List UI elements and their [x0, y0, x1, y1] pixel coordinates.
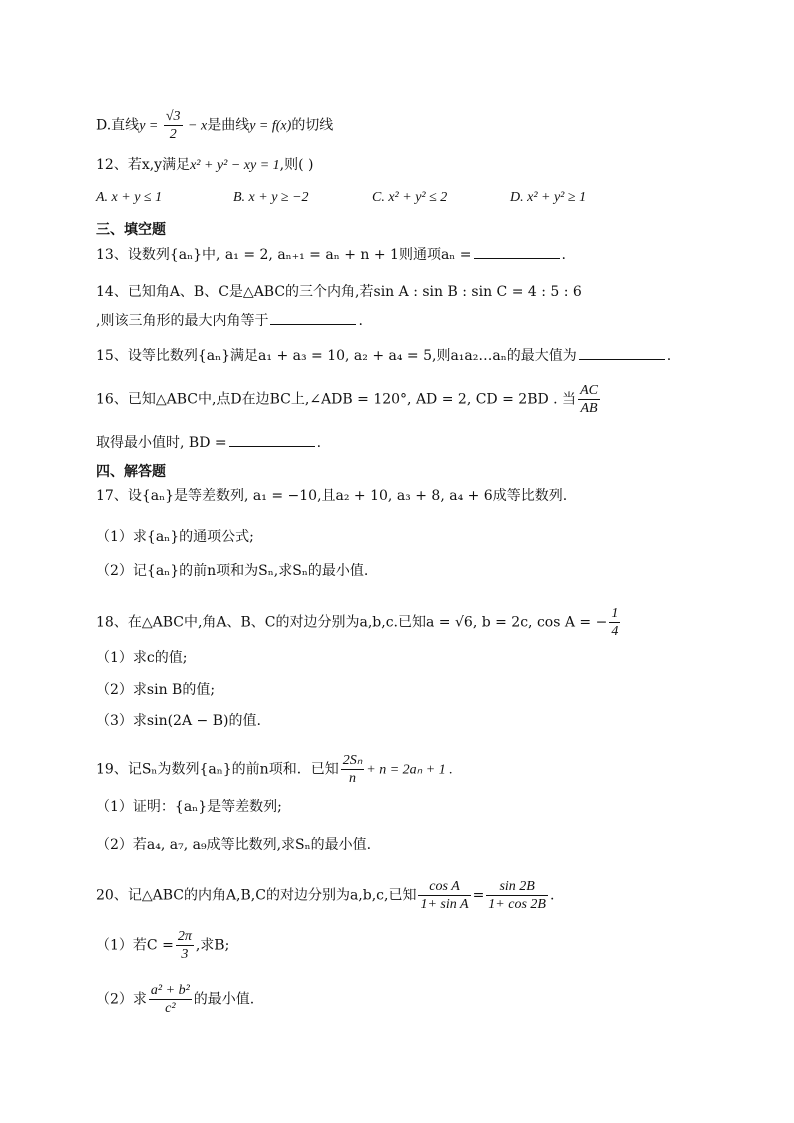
q12-option-c: C. x² + y² ≤ 2 [372, 190, 448, 205]
fraction: $\frac{√3}{2}$ [165, 109, 181, 142]
q18-part2: （2）求sin B的值; [96, 682, 216, 698]
fraction: $\frac{\text{cos A}}{\text{1+ sin A}}$ [420, 879, 469, 912]
q12-option-a: A. x + y ≤ 1 [96, 190, 163, 205]
answer-blank [229, 432, 315, 447]
q20: 20、记△ABC的内角A,B,C的对边分别为a,b,c,已知 $\frac{\text{cos A}}{\text{1+ sin A}}$ = $\frac{\sin 2B}{1+ \cos 2B}$ . [96, 879, 555, 912]
fraction: $\frac{\text{a² + b²}}{\text{c²}}$ [150, 983, 190, 1016]
q16-line2: 取得最小值时, BD = . [96, 432, 321, 453]
text: 的切线 [291, 117, 334, 134]
q17-part1: （1）求{aₙ}的通项公式; [96, 529, 254, 545]
fraction: $\frac{\sin 2B}{1+ \cos 2B}$ [488, 879, 546, 912]
text: D.直线 [96, 117, 140, 134]
answer-blank [579, 345, 665, 360]
q18: 18、在△ABC中,角A、B、C的对边分别为a,b,c.已知a = √6, b = 2c, cos A = − $\frac{1}{4}$ [96, 606, 619, 639]
fraction: $\frac{1}{4}$ [611, 606, 619, 639]
answer-blank [270, 310, 356, 325]
q16-line1: 16、已知△ABC中,点D在边BC上,∠ADB = 120°, AD = 2, CD = 2BD . 当 $\frac{AC}{AB}$ [96, 383, 598, 416]
math: − x [184, 118, 208, 134]
math: y = [139, 118, 162, 134]
q14-line2: ,则该三角形的最大内角等于 . [96, 310, 363, 331]
q15: 15、设等比数列{aₙ}满足a₁ + a₃ = 10, a₂ + a₄ = 5,则a₁a₂…aₙ的最大值为 . [96, 345, 671, 366]
q14-line1: 14、已知角A、B、C是△ABC的三个内角,若sin A : sin B : sin C = 4 : 5 : 6 [96, 284, 582, 300]
q17-part2: （2）记{aₙ}的前n项和为Sₙ,求Sₙ的最小值. [96, 563, 369, 579]
fraction: $\frac{2\pi}{3}$ [177, 929, 192, 962]
q12-stem: 12、若x,y满足x² + y² − xy = 1,则( ) [96, 157, 314, 173]
q12-option-d: D. x² + y² ≥ 1 [510, 190, 587, 205]
q19: 19、记Sₙ为数列{aₙ}的前n项和．已知 $\frac{\text{2Sₙ}}{n}$ + n = 2aₙ + 1 . [96, 753, 453, 786]
q19-part2: （2）若a₄, a₇, a₉成等比数列,求Sₙ的最小值. [96, 837, 372, 853]
section-heading-solutions: 四、解答题 [96, 464, 166, 480]
fraction: $\frac{AC}{AB}$ [580, 383, 598, 416]
q19-part1: （1）证明：{aₙ}是等差数列; [96, 799, 282, 815]
q18-part1: （1）求c的值; [96, 650, 188, 666]
section-heading-fill-in: 三、填空题 [96, 222, 166, 238]
q20-part2: （2）求 $\frac{\text{a² + b²}}{\text{c²}}$ 的最小值. [96, 983, 255, 1016]
q12-option-b: B. x + y ≥ −2 [233, 190, 309, 205]
text: 是曲线 [207, 117, 250, 134]
fraction: $\frac{\text{2Sₙ}}{n}$ [342, 753, 363, 786]
q11-option-d [96, 108, 333, 143]
q13: 13、设数列{aₙ}中, a₁ = 2, aₙ₊₁ = aₙ + n + 1则通项aₙ = . [96, 244, 566, 265]
q20-part1: （1）若C = $\frac{2\pi}{3}$ ,求B; [96, 929, 230, 962]
q18-part3: （3）求sin(2A − B)的值. [96, 713, 261, 729]
q17: 17、设{aₙ}是等差数列, a₁ = −10,且a₂ + 10, a₃ + 8, a₄ + 6成等比数列. [96, 488, 568, 504]
math: y = f(x) [249, 118, 292, 134]
answer-blank [474, 244, 560, 259]
